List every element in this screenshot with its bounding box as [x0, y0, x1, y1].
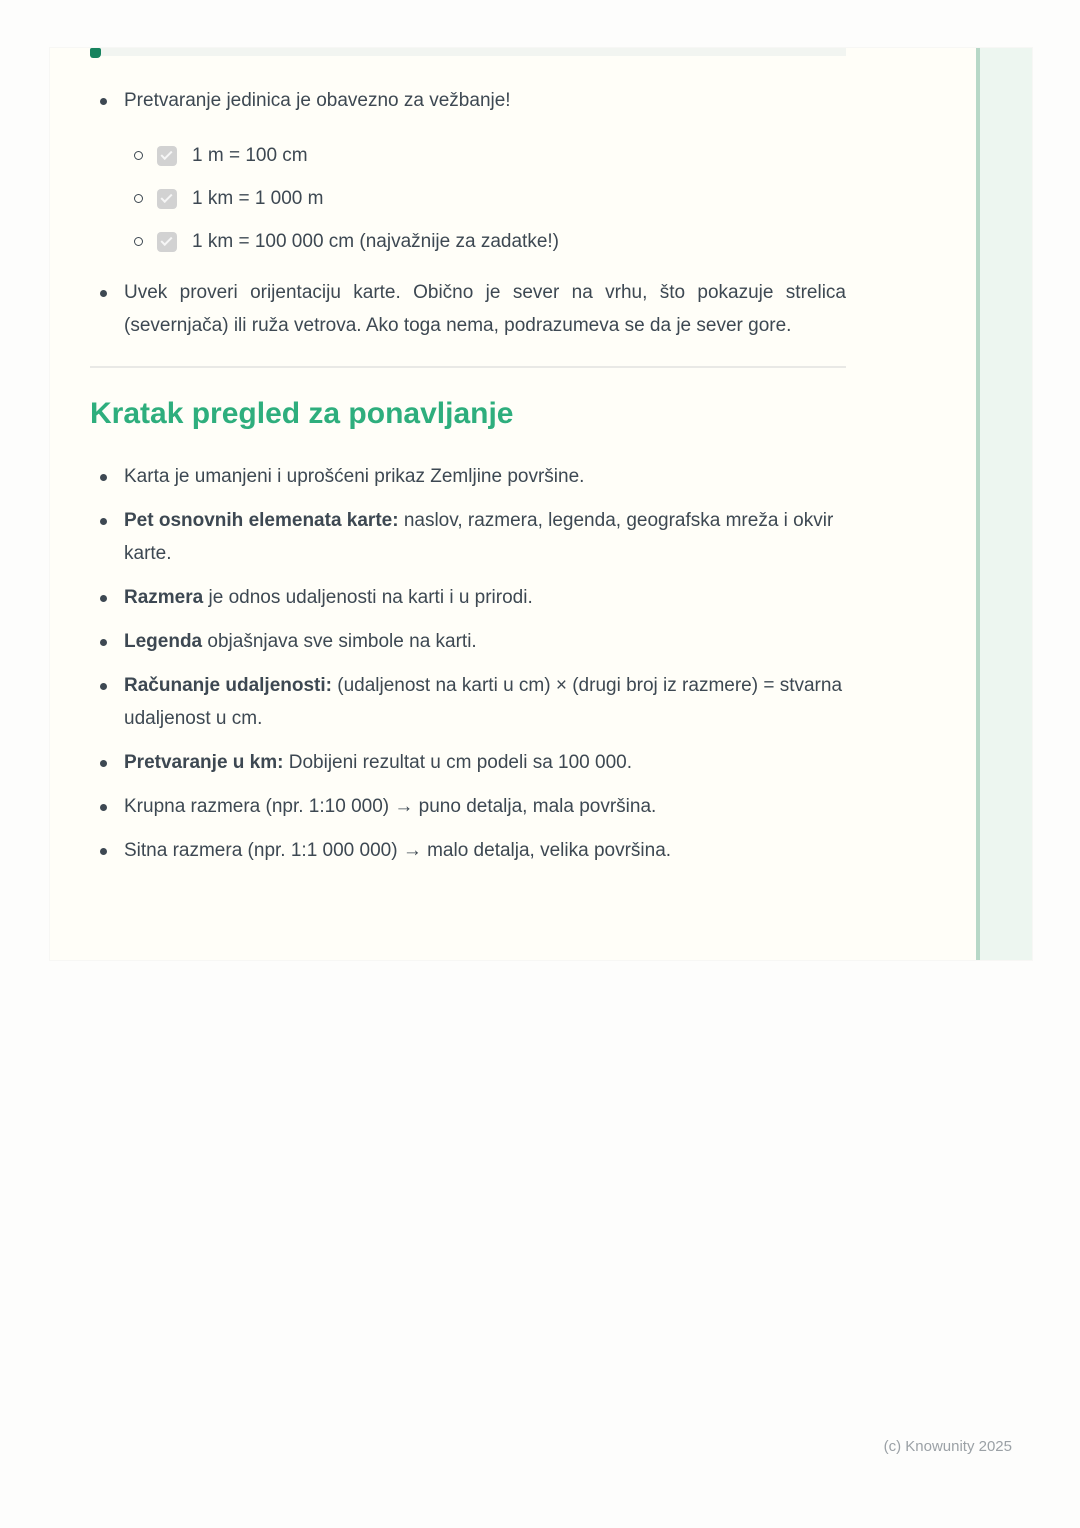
- checklist-label: 1 m = 100 cm: [192, 145, 308, 166]
- list-item: [90, 625, 846, 658]
- review-item-text: Karta je umanjeni i uprošćeni prikaz Zemljine površine.: [124, 466, 585, 487]
- checkmark-icon: [160, 190, 172, 202]
- copyright-footer: (c) Knowunity 2025: [883, 1438, 1012, 1455]
- intro-bullet-units-text: Pretvaranje jedinica je obavezno za vežbanje!: [124, 90, 511, 111]
- review-list: [90, 460, 846, 867]
- intro-bullet-orientation: [90, 276, 846, 342]
- review-item-bold: Pretvaranje u km:: [124, 752, 284, 773]
- list-item: [90, 581, 846, 614]
- review-item-text: Sitna razmera (npr. 1:1 000 000) → malo detalja, velika površina.: [124, 840, 672, 861]
- list-item: [90, 834, 846, 867]
- review-item-text: naslov, razmera, legenda, geografska mreža i okvir karte.: [124, 510, 834, 564]
- checklist-label: 1 km = 100 000 cm (najvažnije za zadatke!): [192, 231, 559, 252]
- review-item-bold: Pet osnovnih elemenata karte:: [124, 510, 399, 531]
- list-item: [90, 746, 846, 779]
- circle-bullet-icon: [134, 237, 143, 246]
- intro-list: [90, 84, 846, 117]
- list-item: [90, 460, 846, 493]
- section-heading: Kratak pregled za ponavljanje: [90, 397, 514, 430]
- checked-checkbox-icon: [157, 189, 177, 209]
- checkmark-icon: [160, 147, 172, 159]
- cut-off-green-checkbox-icon: [90, 48, 101, 58]
- review-item-text: Dobijeni rezultat u cm podeli sa 100 000.: [283, 752, 633, 773]
- list-item: [134, 225, 846, 258]
- checkmark-icon: [160, 233, 172, 245]
- review-item-bold: Razmera: [124, 587, 204, 608]
- checklist-label: 1 km = 1 000 m: [192, 188, 324, 209]
- decorative-side-strip: [976, 48, 1032, 960]
- document-content: [90, 84, 846, 878]
- orientation-list: [90, 276, 846, 342]
- circle-bullet-icon: [134, 194, 143, 203]
- document-card: [50, 48, 1032, 960]
- list-item: [134, 139, 846, 172]
- intro-bullet-units: [90, 84, 846, 117]
- checked-checkbox-icon: [157, 146, 177, 166]
- list-item: [90, 669, 846, 735]
- unit-conversion-checklist: [134, 139, 846, 258]
- list-item: [134, 182, 846, 215]
- review-item-text: (udaljenost na karti u cm) × (drugi broj iz razmere) = stvarna udaljenost u cm.: [124, 675, 843, 729]
- intro-bullet-orientation-text: Uvek proveri orijentaciju karte. Obično je sever na vrhu, što pokazuje strelica (severnjača) ili ruža vetrova. Ako toga nema, podrazumeva se da je sever gore.: [124, 282, 846, 336]
- review-item-text: objašnjava sve simbole na karti.: [202, 631, 477, 652]
- circle-bullet-icon: [134, 151, 143, 160]
- section-divider: [90, 366, 846, 368]
- review-item-text: je odnos udaljenosti na karti i u prirodi.: [203, 587, 533, 608]
- review-item-text: Krupna razmera (npr. 1:10 000) → puno detalja, mala površina.: [124, 796, 657, 817]
- review-item-bold: Računanje udaljenosti:: [124, 675, 332, 696]
- review-item-bold: Legenda: [124, 631, 203, 652]
- list-item: [90, 504, 846, 570]
- checked-checkbox-icon: [157, 232, 177, 252]
- cut-off-callout-band: [90, 48, 846, 56]
- list-item: [90, 790, 846, 823]
